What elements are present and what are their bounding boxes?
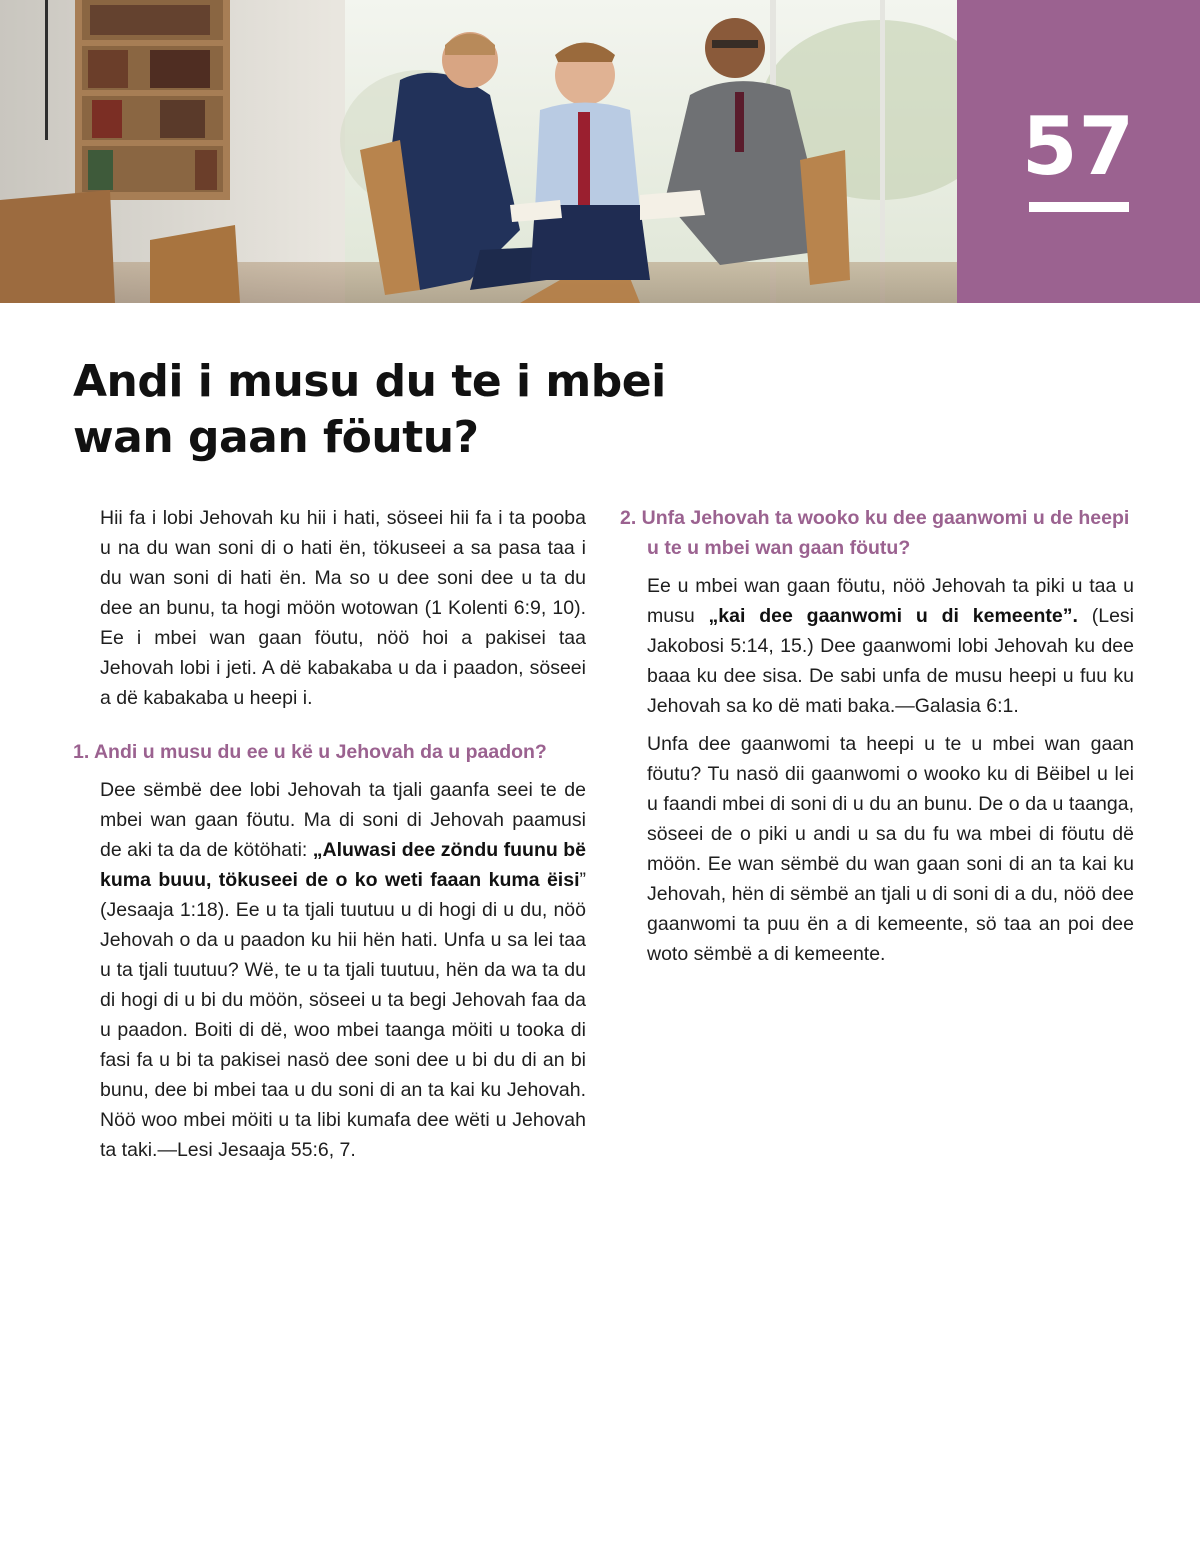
section-1-heading: 1. Andi u musu du ee u kë u Jehovah da u paadon?	[73, 741, 547, 763]
page-title-line-1: Andi i musu du te i mbei	[73, 356, 666, 407]
page-title-line-2: wan gaan föutu?	[73, 412, 479, 463]
right-column	[620, 503, 1134, 969]
lesson-number-underline	[1029, 202, 1129, 212]
section-2-text-a: Ee u mbei wan gaan föutu, nöö Jehovah ta piki u taa u musu	[647, 575, 1134, 627]
section-1-text-a: Dee sëmbë dee lobi Jehovah ta tjali gaanfa seei te de mbei wan gaan föutu. Ma di soni di Jehovah paamusi de aki ta da de kötöhati:	[100, 779, 586, 861]
section-1-paragraph	[73, 775, 586, 1165]
intro-paragraph: Hii fa i lobi Jehovah ku hii i hati, söseei hii fa i ta pooba u na du wan soni di o hati ën, tökuseei a sa pasa taa i du wan soni di hati ën. Ma so u dee soni dee u ta du dee an bunu, ta hogi möön wotowan (1 Kolenti 6:9, 10). Ee i mbei wan gaan föutu, nöö hoi a pakisei taa Jehovah lobi i jeti. A dë kabakaba u da i paadon, söseei a dë kabakaba u heepi i.	[100, 507, 586, 709]
section-2-paragraph-1	[620, 571, 1134, 721]
section-2-paragraph-2: Unfa dee gaanwomi ta heepi u te u mbei wan gaan föutu? Tu nasö dii gaanwomi o wooko ku di Bëibel u lei u faandi mbei di soni di u du an bunu. De o da u taanga, söseei de o piki u andi u sa du fu wa mbei di föutu dë möön. Ee wan sëmbë du wan gaan soni di an ta kai ku Jehovah, hën di sëmbë an tjali u di soni di a du, nöö dee gaanwomi ta puu ën a di kemeente, sö taa an poi dee woto sëmbë a di kemeente.	[647, 733, 1134, 965]
section-2-quote: „kai dee gaanwomi u di kemeente”.	[708, 605, 1078, 627]
section-2-text-b: (Lesi Jakobosi 5:14, 15.) Dee gaanwomi lobi Jehovah ku dee baaa ku dee sisa. De sabi unfa de musu heepi u fuu ku Jehovah sa ko dë mati baka.—Galasia 6:1.	[647, 605, 1135, 717]
lesson-number-panel	[957, 0, 1200, 303]
page-title	[73, 354, 873, 466]
left-column	[73, 503, 586, 1165]
header-photo	[0, 0, 957, 303]
section-1-text-b: ” (Jesaaja 1:18). Ee u ta tjali tuutuu u di hogi di u du, nöö Jehovah o da u paadon ku hii hën hati. Unfa u sa lei taa u ta tjali tuutuu? Wë, te u ta tjali tuutuu, hën da wa ta du di hogi di u bi du möön, söseei u ta begi Jehovah faa da u paadon. Boiti di dë, woo mbei taanga möiti u tooka di fasi fa u bi ta pakisei nasö dee soni dee u bi du di an bi bunu, dee bi mbei taa u du soni di an ta kai ku Jehovah. Nöö woo mbei möiti u ta libi kumafa dee wëti u Jehovah ta taki.—Lesi Jesaaja 55:6, 7.	[100, 869, 586, 1161]
section-1-quote: „Aluwasi dee zöndu fuunu bë kuma buuu, tökuseei de o ko weti faaan kuma ëisi	[100, 839, 587, 891]
meeting-illustration	[0, 0, 957, 303]
section-2-heading: 2. Unfa Jehovah ta wooko ku dee gaanwomi u de heepi u te u mbei wan gaan föutu?	[620, 507, 1130, 559]
lesson-number: 57	[1021, 100, 1136, 193]
